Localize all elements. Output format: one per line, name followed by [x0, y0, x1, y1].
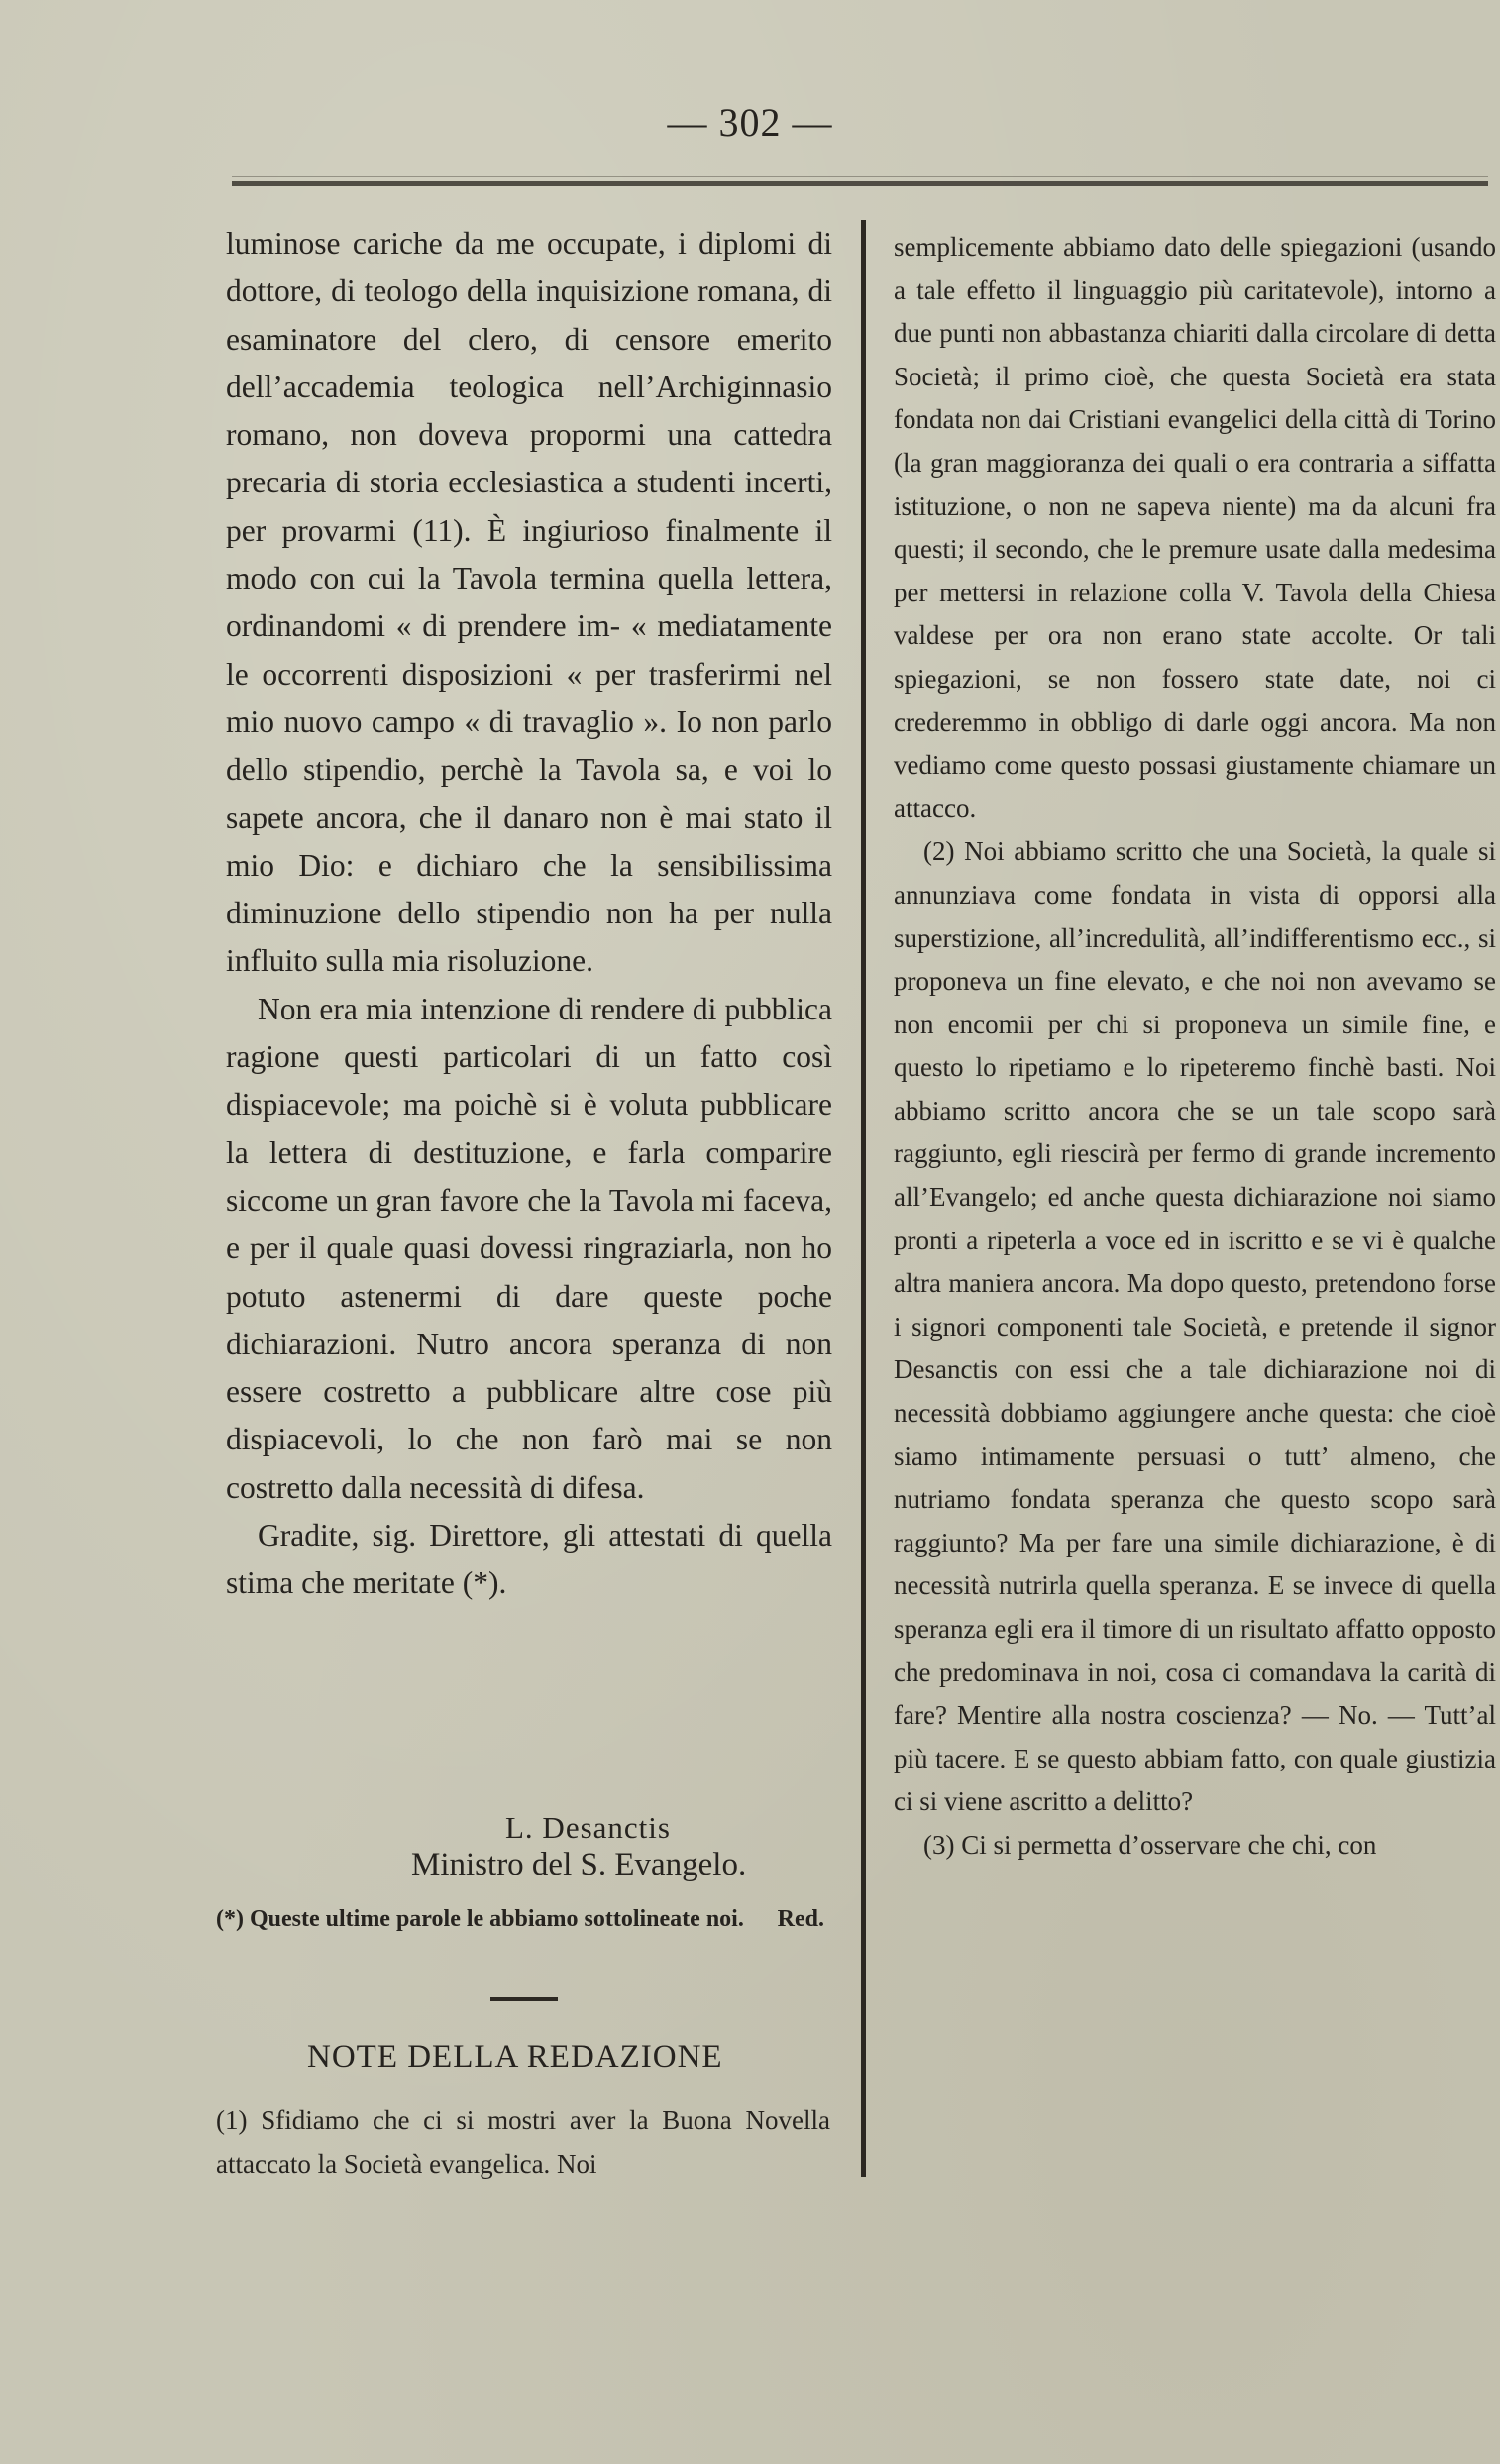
signature-name: L. Desanctis: [505, 1810, 671, 1845]
header-rule: [232, 181, 1488, 186]
left-paragraph-2: Non era mia intenzione di rendere di pubblica ragione questi particolari di un fatto così dispiacevole; ma poichè si è voluta pubblicare la lettera di destituzione, e farla comparire siccome un gran favore che la Tavola mi faceva, e per il quale quasi dovessi ringraziarla, non ho potuto astenermi di dare queste poche dichiarazioni. Nutro ancora speranza di non essere costretto a pubblicare altre cose più dispiacevoli, lo che non farò mai se non costretto dalla necessità di difesa.: [226, 991, 832, 1505]
footnote: [216, 1902, 830, 1936]
header-rule-thin: [232, 176, 1488, 177]
notes-heading: NOTE DELLA REDAZIONE: [307, 2039, 723, 2075]
column-divider: [861, 220, 866, 2177]
page-number: — 302 —: [667, 100, 833, 145]
right-column: [894, 226, 1496, 1868]
right-paragraph-1: semplicemente abbiamo dato delle spiegazioni (usando a tale effetto il linguaggio più caritatevole), intorno a due punti non abbastanza chiariti dalla circolare di detta Società; il primo cioè, che questa Società era stata fondata non dai Cristiani evangelici della città di Torino (la gran maggioranza dei quali o era contraria a siffatta istituzione, o non ne sapeva niente) ma da alcuni fra questi; il secondo, che le premure usate dalla medesima per mettersi in relazione colla V. Tavola della Chiesa valdese per ora non erano state accolte. Or tali spiegazioni, se non fossero state date, noi ci crederemmo in obbligo di darle oggi ancora. Ma non vediamo come questo possasi giustamente chiamare un attacco.: [894, 232, 1496, 823]
right-paragraph-3: (3) Ci si permetta d’osservare che chi, con: [923, 1829, 1377, 1860]
signature-title: Ministro del S. Evangelo.: [411, 1847, 747, 1882]
note-1: (1) Sfidiamo che ci si mostri aver la Buona Novella attaccato la Società evangelica. Noi: [216, 2105, 830, 2179]
section-separator: [490, 1997, 558, 2001]
left-paragraph-1: luminose cariche da me occupate, i diplomi di dottore, di teologo della inquisizione romana, di esaminatore del clero, di censore emerito dell’accademia teologica nell’Archiginnasio romano, non doveva propormi una cattedra precaria di storia ecclesiastica a studenti incerti, per provarmi (11). È ingiurioso finalmente il modo con cui la Tavola termina quella lettera, ordinandomi « di prendere im- « mediatamente le occorrenti disposizioni « per trasferirmi nel mio nuovo campo « di travaglio ». Io non parlo dello stipendio, perchè la Tavola sa, e voi lo sapete ancora, che il danaro non è mai stato il mio Dio: e dichiaro che la sensibilissima diminuzione dello stipendio non ha per nulla influito sulla mia risoluzione.: [226, 226, 832, 979]
left-column: [226, 220, 832, 1608]
footnote-sign: Red.: [777, 1906, 824, 1932]
left-paragraph-3: Gradite, sig. Direttore, gli attestati di quella stima che meritate (*).: [226, 1518, 832, 1601]
footnote-text: (*) Queste ultime parole le abbiamo sottolineate noi.: [216, 1906, 744, 1932]
right-paragraph-2: (2) Noi abbiamo scritto che una Società, la quale si annunziava come fondata in vista di opporsi alla superstizione, all’incredulità, all’indifferentismo ecc., si proponeva un fine elevato, e che noi non avevamo se non encomii per chi si proponeva un simile fine, e questo lo ripetiamo e lo ripeteremo finchè basti. Noi abbiamo scritto ancora che se un tale scopo sarà raggiunto, egli riescirà per fermo di grande incremento all’Evangelo; ed anche questa dichiarazione noi siamo pronti a ripeterla a voce ed in iscritto e se vi è qualche altra maniera ancora. Ma dopo questo, pretendono forse i signori componenti tale Società, e pretende il signor Desanctis con essi che a tale dichiarazione noi di necessità dobbiamo aggiungere anche questa: che cioè siamo intimamente persuasi o tutt’ almeno, che nutriamo fondata speranza che questo scopo sarà raggiunto? Ma per fare una simile dichiarazione, è di necessità nutrirla quella speranza. E se invece di quella speranza egli era il timore di un risultato affatto opposto che predominava in noi, cosa ci comandava la carità di fare? Mentire alla nostra coscienza? — No. — Tutt’al più tacere. E se questo abbiam fatto, con quale giustizia ci si viene ascritto a delitto?: [894, 836, 1496, 1817]
